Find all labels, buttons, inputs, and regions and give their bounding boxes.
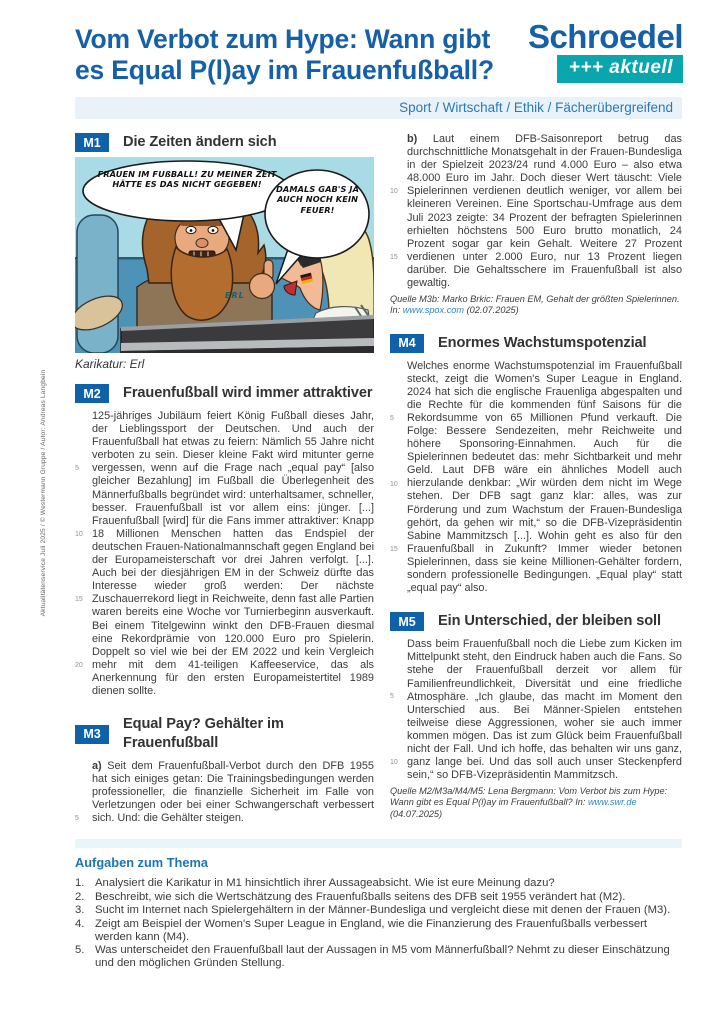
section-m4-header xyxy=(390,334,682,353)
m3-badge: M3 xyxy=(75,725,109,744)
m3b-text-block xyxy=(390,133,682,290)
m3b-source xyxy=(390,294,682,316)
task-text: Sucht im Internet nach Spielergehältern in der Männer-Bundesliga und vergleicht diese mit denen der Frauen (M3). xyxy=(95,904,671,916)
m4-title: Enormes Wachstumspotenzial xyxy=(438,334,647,351)
m5-source xyxy=(390,786,682,820)
section-m2-header xyxy=(75,384,374,403)
source-text: Quelle M3b: Marko Brkic: Frauen EM, Gehalt der größten Spielerinnen. In: xyxy=(390,294,680,316)
logo-aktuell-badge: +++ aktuell xyxy=(557,55,683,83)
line-number: 10 xyxy=(75,531,83,538)
line-number: 5 xyxy=(75,465,79,472)
m5-badge: M5 xyxy=(390,612,424,631)
m4-badge: M4 xyxy=(390,334,424,353)
m2-badge: M2 xyxy=(75,384,109,403)
cartoonist-signature: ERL xyxy=(225,291,245,300)
section-m3-header xyxy=(75,715,374,753)
task-text: Was unterscheidet den Frauenfußball laut der Aussagen in M5 vom Männerfußball? Nehmt zu dieser Einschätzung und den möglichen Gründen Stellung. xyxy=(95,944,670,969)
m3b-body: Laut einem DFB-Saisonreport betrug das durchschnittliche Monatsgehalt in der Frauen-Bundesliga in der Spielzeit 2023/24 rund 4.000 Euro – also etwa 48.000 Euro im Jahr. Doch dieser Wert täuscht: Viele Spielerinnen verdienen deutlich weniger, vor allem bei kleineren Vereinen. Eine Sportschau-Umfrage aus dem Juli 2023 zeigte: 34 Prozent der befragten Spielerinnen erhielten höchstens 500 Euro brutto monatlich, 24 Prozent sogar gar kein Gehalt. Weitere 27 Prozent verdienen unter 2.000 Euro, nur 13 Prozent liegen darüber. Die Gehaltsschere im Frauenfußball ist also gewaltig. xyxy=(407,133,682,290)
m2-text-block xyxy=(75,410,374,698)
line-number: 15 xyxy=(390,545,398,553)
task-item xyxy=(75,944,682,970)
subject-bar: Sport / Wirtschaft / Ethik / Fächerübergreifend xyxy=(75,97,682,119)
m3a-text xyxy=(92,760,374,825)
m3b-text xyxy=(407,133,682,290)
line-number: 20 xyxy=(75,662,83,669)
m4-text: Welches enorme Wachstumspotenzial im Frauenfußball steckt, zeigt die Women's Super League in England. 2024 hat sich die englische Frauenliga abgespalten und die Rechte für die kommenden fünf Saisons für die Rekordsumme von 65 Millionen Pfund verkauft. Die Folge: Bessere Sendezeiten, mehr Reichweite und höhere Sponsoring-Einnahmen. Auch für die Spielerinnen bedeutet das: mehr Sichtbarkeit und mehr Geld. Laut DFB wäre ein ähnliches Modell auch hierzulande denkbar: „Wir würden dem nicht im Wege stehen. Der DFB sagt ganz klar: alles, was zur Förderung und zum Wachstum der Frauen-Bundesliga gehört, da gehen wir mit,“ so die DFB-Vizepräsidentin Sabine Mammitzsch [...]. Wohin geht es also für den Frauenfußball in Zukunft? Immer wieder betonen Spielerinnen, dass sie keine Millionen-Gehälter fordern, sondern professionelle Bedingungen. „Equal play“ statt „equal pay“ also. xyxy=(407,359,682,595)
task-number: 2. xyxy=(75,890,85,903)
task-number: 5. xyxy=(75,944,85,956)
task-item xyxy=(75,904,682,917)
line-number: 15 xyxy=(390,254,398,261)
cartoon-image xyxy=(75,157,374,353)
m3a-text-block xyxy=(75,760,374,825)
source-date: (04.07.2025) xyxy=(390,808,443,819)
section-m1-header xyxy=(75,133,374,152)
m5-text-block xyxy=(390,638,682,782)
line-number: 10 xyxy=(390,759,398,767)
m3a-body: Seit dem Frauenfußball-Verbot durch den DFB 1955 hat sich einiges getan: Die Trainingsbedingungen werden professioneller, die finanzielle Sicherheit im Falle von Verletzungen oder bei einer Schwangerschaft verbessert sich. Und: die Gehälter steigen. xyxy=(92,760,374,825)
publisher-logo xyxy=(528,20,683,83)
m2-text: 125-jähriges Jubiläum feiert König Fußball dieses Jahr, der Lieblingssport der Deutschen. Und auch der Frauenfußball hat etwas zu feiern: Nämlich 55 Jahre nicht verboten zu sein. Dieser kleine Fakt wird mitunter gerne vergessen, wenn auf die Frage nach „equal pay“ [also gleicher Bezahlung] im Fußball die Überlegenheit des Männerfußballs begründet wird: unterhaltsamer, schneller, besser. Frauenfußball ist vor allem eins: jünger. [...] Frauenfußball [wird] für die Fans immer attraktiver: Knapp 18 Millionen Menschen hatten das Endspiel der deutschen Frauen-Nationalmannschaft gegen England bei der Europameisterschaft vor drei Jahren verfolgt. [...]. Auch bei der diesjährigen EM in der Schweiz dürfte das Interesse wieder groß werden: Der nächste Zuschauerrekord liegt in Reichweite, denn fast alle Partien waren bereits eine Woche vor Turnierbeginn ausverkauft. Bei einem Titelgewinn winkt den DFB-Frauen diesmal eine Rekordprämie von 120.000 Euro pro Spielerin. Doppelt so viel wie bei der EM 2022 und kein Vergleich mehr mit dem 41-teiligen Kaffeeservice, das als Anerkennung für den ersten Europameistertitel 1989 dienen sollte. xyxy=(92,410,374,697)
task-number: 3. xyxy=(75,904,85,916)
m4-text-block xyxy=(390,360,682,596)
task-text: Analysiert die Karikatur in M1 hinsichtlich ihrer Aussageabsicht. Wie ist eure Meinung dazu? xyxy=(95,877,555,889)
line-number: 15 xyxy=(75,596,83,603)
m2-title: Frauenfußball wird immer attraktiver xyxy=(123,385,373,401)
source-link-spox[interactable]: www.spox.com xyxy=(402,305,465,316)
section-m5-header xyxy=(390,612,682,631)
logo-wordmark: Schroedel xyxy=(527,18,683,55)
speech-bubble-caveman: FRAUEN IM FUßBALL! ZU MEINER ZEIT HÄTTE ES DAS NICHT GEGEBEN! xyxy=(97,169,277,190)
task-text: Beschreibt, wie sich die Wertschätzung des Frauenfußballs seitens des DFB seit 1955 verändert hat (M2). xyxy=(95,890,626,903)
tasks-heading: Aufgaben zum Thema xyxy=(75,855,208,870)
task-number: 1. xyxy=(75,877,85,889)
task-item xyxy=(75,918,682,944)
line-number: 5 xyxy=(390,414,394,422)
m5-title: Ein Unterschied, der bleiben soll xyxy=(438,613,661,630)
task-item xyxy=(75,877,682,890)
right-column xyxy=(390,133,682,820)
task-text: Zeigt am Beispiel der Women's Super League in England, wie die Finanzierung des Frauenfußballs verbessert werden kann (M4). xyxy=(95,917,648,943)
source-date: (02.07.2025) xyxy=(464,305,519,316)
m5-text: Dass beim Frauenfußball noch die Liebe zum Kicken im Mittelpunkt steht, den Eindruck haben auch die Fans. So stehe der Frauenfußball derzeit vor allem für Familienfreundlichkeit, Diversität und eine friedliche Atmosphäre. „Ich glaube, das macht im Moment den Unterschied aus. Bei Männer-Spielen entstehen teilweise diese Aggressionen, woher sie auch immer kommen mögen. Das ist zum Glück beim Frauenfußball nicht der Fall. Und ich hoffe, das behalten wir uns ganz, ganz lange bei. Und das soll auch unser Steckenpferd sein,“ so DFB-Vizepräsidentin Mammitzsch. xyxy=(407,638,682,782)
line-number: 10 xyxy=(390,188,398,195)
m1-badge: M1 xyxy=(75,133,109,152)
source-text: Quelle M2/M3a/M4/M5: Lena Bergmann: Vom Verbot bis zum Hype: Wann gibt es Equal P(l)ay im Frauenfußball? In: xyxy=(390,786,668,808)
source-link-swr[interactable]: www.swr.de xyxy=(587,797,637,808)
line-number: 5 xyxy=(75,815,79,823)
task-item xyxy=(75,891,682,904)
tasks-section xyxy=(75,855,682,971)
section-divider-band xyxy=(75,839,682,848)
m3-title: Equal Pay? Gehälter im Frauenfußball xyxy=(123,716,284,752)
line-number: 10 xyxy=(390,480,398,488)
task-number: 4. xyxy=(75,917,85,930)
page-title: Vom Verbot zum Hype: Wann gibt es Equal P(l)ay im Frauenfußball? xyxy=(75,24,494,85)
line-number: 5 xyxy=(390,693,394,701)
cartoon-caption: Karikatur: Erl xyxy=(75,357,145,371)
m1-title: Die Zeiten ändern sich xyxy=(123,134,277,150)
m3b-label: b) xyxy=(407,133,418,145)
speech-bubble-woman: DAMALS GAB'S JA AUCH NOCH KEIN FEUER! xyxy=(275,184,359,215)
left-column xyxy=(75,133,374,826)
m3a-label: a) xyxy=(92,760,102,773)
edition-credit: Aktualitätenservice Juli 2025 / © Westermann Gruppe / Autor: Andreas Langbein xyxy=(40,369,47,617)
